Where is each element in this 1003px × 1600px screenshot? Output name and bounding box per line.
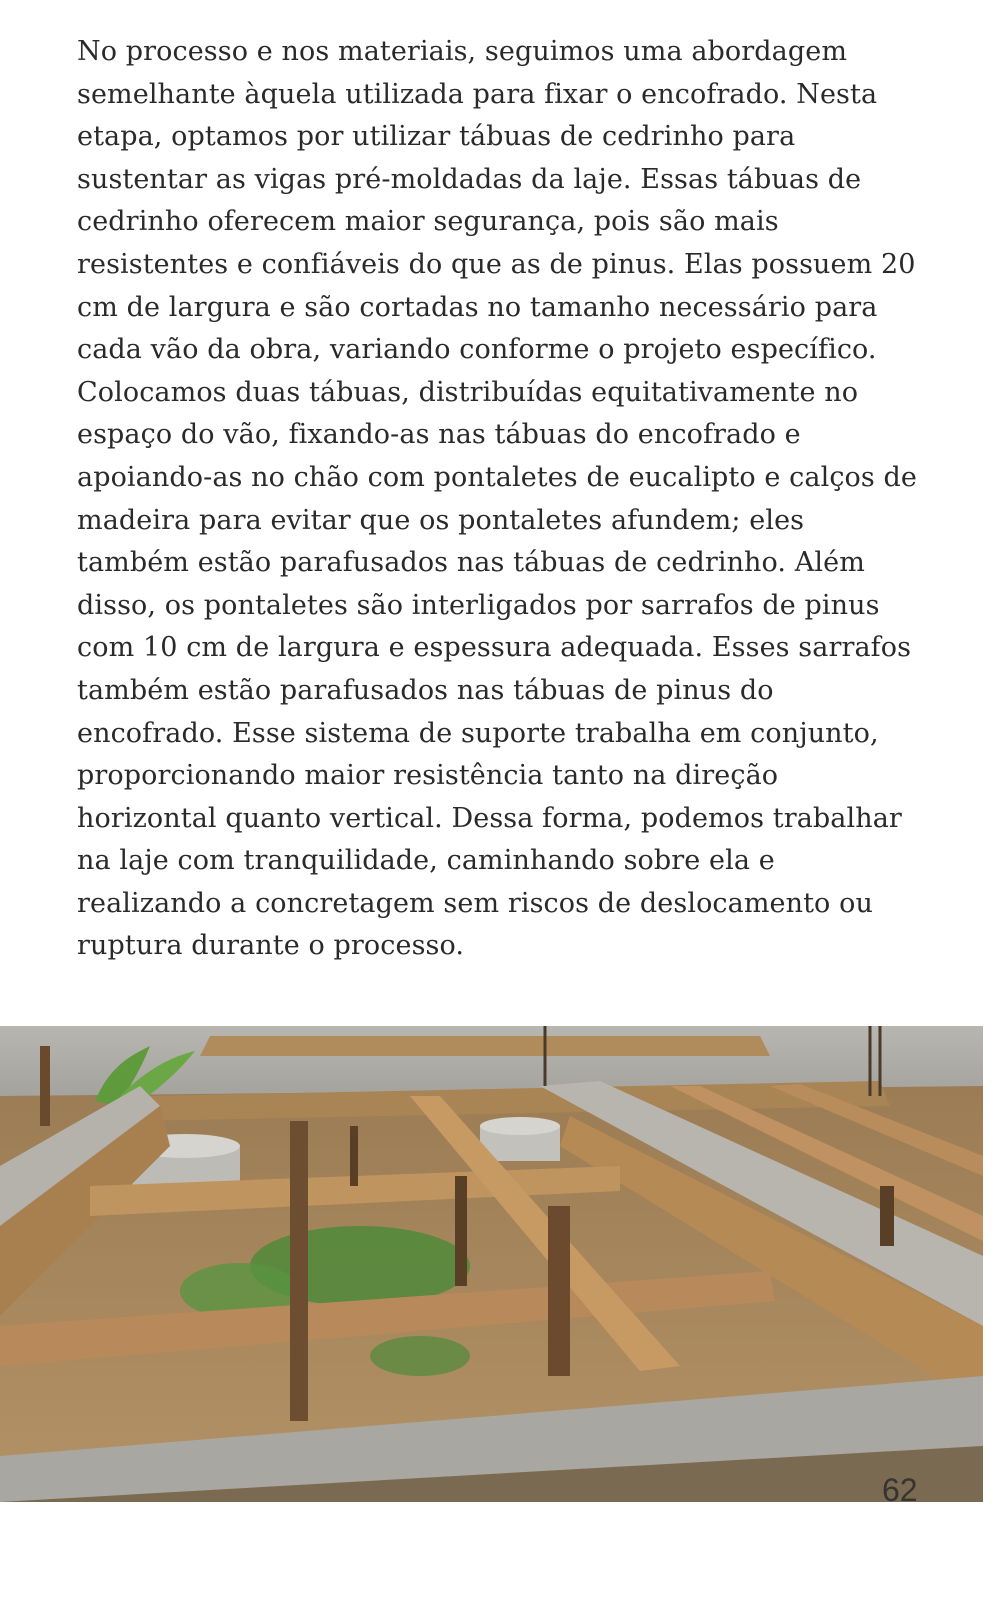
text-line: encofrado. Esse sistema de suporte trabalha em conjunto, (77, 717, 879, 749)
text-line: com 10 cm de largura e espessura adequada. Esses sarrafos (77, 632, 912, 664)
text-line: No processo e nos materiais, seguimos uma abordagem (77, 36, 848, 67)
text-line: madeira para evitar que os pontaletes afundem; eles (77, 504, 805, 536)
text-line: sustentar as vigas pré-moldadas da laje. Essas tábuas de (77, 163, 862, 195)
text-line: cedrinho oferecem maior segurança, pois são mais (77, 206, 779, 238)
text-line: espaço do vão, fixando-as nas tábuas do encofrado e (77, 419, 801, 451)
concrete-tank (480, 1117, 560, 1135)
wood-beam (200, 1036, 770, 1056)
support-post (290, 1121, 308, 1421)
text-line: disso, os pontaletes são interligados por sarrafos de pinus (77, 589, 880, 621)
text-line: apoiando-as no chão com pontaletes de eucalipto e calços de (77, 461, 918, 493)
text-line: na laje com tranquilidade, caminhando sobre ela e (77, 845, 775, 877)
text-line: realizando a concretagem sem riscos de deslocamento ou (77, 887, 873, 919)
support-post (40, 1046, 50, 1126)
text-line: etapa, optamos por utilizar tábuas de cedrinho para (77, 121, 796, 153)
text-line: também estão parafusados nas tábuas de pinus do (77, 674, 774, 706)
support-post (455, 1176, 467, 1286)
text-line: cada vão da obra, variando conforme o projeto específico. (77, 334, 877, 366)
text-line: resistentes e confiáveis do que as de pinus. Elas possuem 20 (77, 248, 916, 280)
grass-patch (370, 1336, 470, 1376)
support-post (548, 1206, 570, 1376)
text-line: ruptura durante o processo. (77, 930, 465, 962)
support-post (350, 1126, 358, 1186)
text-line: cm de largura e são cortadas no tamanho necessário para (77, 291, 878, 323)
formwork-illustration (0, 1026, 983, 1502)
text-line: horizontal quanto vertical. Dessa forma, podemos trabalhar (77, 802, 902, 834)
text-line: Colocamos duas tábuas, distribuídas equitativamente no (77, 376, 859, 408)
text-line: proporcionando maior resistência tanto na direção (77, 760, 779, 792)
text-line: também estão parafusados nas tábuas de cedrinho. Além (77, 547, 865, 579)
support-post (880, 1186, 894, 1246)
page-number: 62 (882, 1472, 918, 1508)
text-line: semelhante àquela utilizada para fixar o encofrado. Nesta (77, 78, 878, 110)
body-paragraph (77, 31, 927, 968)
construction-photo (0, 1026, 983, 1502)
